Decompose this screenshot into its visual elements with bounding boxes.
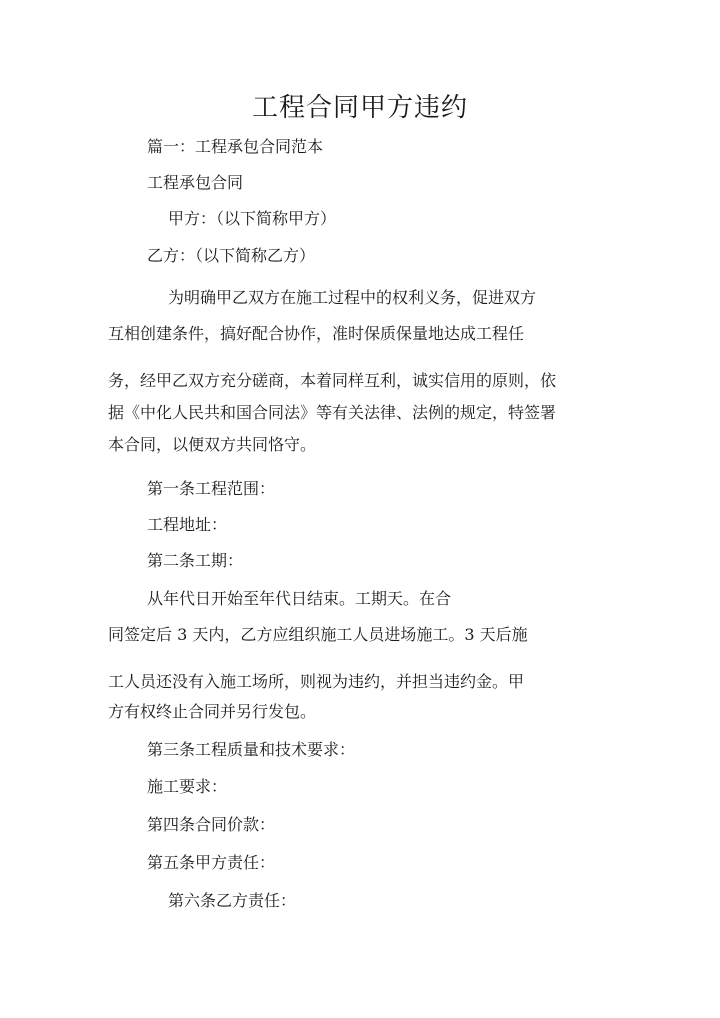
article-heading: 第六条乙方责任： [168,891,297,910]
section-heading: 篇一：工程承包合同范本 [147,137,324,156]
paragraph-line: 务，经甲乙双方充分磋商，本着同样互利，诚实信用的原则，依 [108,371,557,390]
paragraph-line: 同签定后 3 天内，乙方应组织施工人员进场施工。3 天后施 [108,625,528,644]
article-heading: 第一条工程范围： [147,479,276,498]
article-heading: 第五条甲方责任： [147,853,276,872]
paragraph-line: 据《中化人民共和国合同法》等有关法律、法例的规定，特签署 [108,403,557,422]
party-a-line: 甲方：（以下简称甲方） [168,209,337,228]
paragraph-line: 从年代日开始至年代日结束。工期天。在合 [147,589,452,608]
clause-line: 工程地址： [147,515,228,534]
article-heading: 第二条工期： [147,551,244,570]
party-b-line: 乙方：（以下简称乙方） [147,246,316,265]
paragraph-line: 工人员还没有入施工场所，则视为违约，并担当违约金。甲 [108,672,525,691]
paragraph-line: 方有权终止合同并另行发包。 [108,702,317,721]
article-heading: 第三条工程质量和技术要求： [147,740,356,759]
document-title: 工程合同甲方违约 [251,93,468,123]
paragraph-line: 互相创建条件，搞好配合协作，准时保质保量地达成工程任 [108,324,525,343]
clause-line: 施工要求： [147,777,228,796]
contract-heading: 工程承包合同 [147,173,244,192]
article-heading: 第四条合同价款： [147,815,276,834]
paragraph-line: 为明确甲乙双方在施工过程中的权利义务，促进双方 [168,288,537,307]
paragraph-line: 本合同，以便双方共同恪守。 [108,435,317,454]
